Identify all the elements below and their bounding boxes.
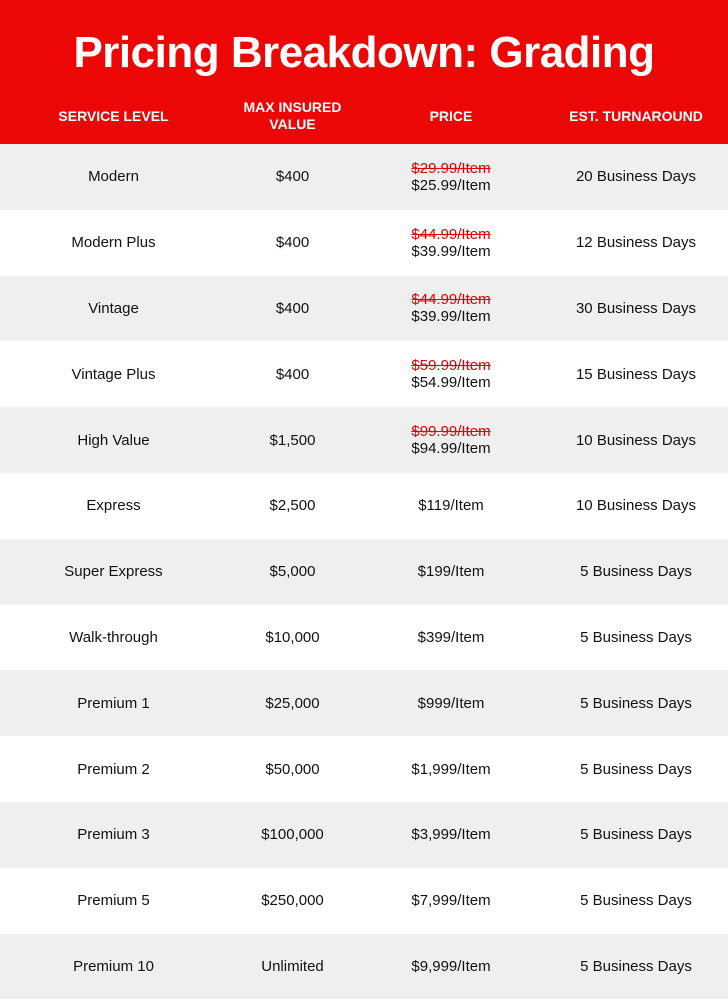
- price-cell: [358, 761, 544, 778]
- current-price: $1,999/Item: [411, 760, 491, 778]
- table-row: [0, 210, 728, 276]
- max-insured-value-cell: $5,000: [269, 563, 316, 581]
- service-level-cell: Premium 5: [77, 892, 150, 910]
- table-row: [0, 802, 728, 868]
- table-row: [0, 473, 728, 539]
- column-header-price: PRICE: [429, 107, 473, 124]
- service-level-cell: High Value: [77, 431, 150, 449]
- table-row: [0, 736, 728, 802]
- price-cell: [358, 826, 544, 843]
- header-banner: [0, 0, 728, 144]
- max-insured-value-cell: $400: [275, 234, 310, 252]
- table-row: [0, 539, 728, 605]
- max-insured-value-cell: $400: [275, 168, 310, 186]
- current-price: $94.99/Item: [411, 440, 491, 458]
- price-cell: [358, 357, 544, 391]
- column-header-service-level: SERVICE LEVEL: [58, 107, 169, 124]
- turnaround-cell: 5 Business Days: [580, 694, 692, 712]
- table-row: [0, 670, 728, 736]
- turnaround-cell: 5 Business Days: [580, 760, 692, 778]
- current-price: $39.99/Item: [411, 308, 491, 326]
- price-cell: [358, 629, 544, 646]
- max-insured-value-cell: $1,500: [269, 431, 316, 449]
- max-insured-value-cell: $400: [275, 299, 310, 317]
- turnaround-cell: 12 Business Days: [575, 234, 697, 252]
- price-cell: [358, 497, 544, 514]
- price-cell: [358, 958, 544, 975]
- current-price: $9,999/Item: [411, 957, 491, 975]
- service-level-cell: Walk-through: [69, 628, 158, 646]
- current-price: $399/Item: [417, 628, 485, 646]
- turnaround-cell: 10 Business Days: [575, 431, 697, 449]
- max-insured-value-cell: $50,000: [265, 760, 320, 778]
- max-insured-value-cell: $2,500: [269, 497, 316, 515]
- price-cell: [358, 423, 544, 457]
- turnaround-cell: 5 Business Days: [580, 628, 692, 646]
- table-row: [0, 934, 728, 1000]
- table-row: [0, 276, 728, 342]
- original-price: $44.99/Item: [411, 291, 491, 309]
- service-level-cell: Premium 3: [77, 826, 150, 844]
- current-price: $3,999/Item: [411, 826, 491, 844]
- table-row: [0, 407, 728, 473]
- max-insured-value-cell: $25,000: [265, 694, 320, 712]
- table-row: [0, 868, 728, 934]
- turnaround-cell: 5 Business Days: [580, 826, 692, 844]
- original-price: $29.99/Item: [411, 159, 491, 177]
- max-insured-value-cell: $250,000: [261, 892, 324, 910]
- original-price: $44.99/Item: [411, 225, 491, 243]
- turnaround-cell: 30 Business Days: [575, 299, 697, 317]
- service-level-cell: Vintage: [88, 299, 139, 317]
- table-header-row: [0, 96, 728, 136]
- max-insured-value-cell: $400: [275, 365, 310, 383]
- current-price: $39.99/Item: [411, 242, 491, 260]
- column-header-est-turnaround: EST. TURNAROUND: [569, 107, 703, 124]
- max-insured-value-cell: $100,000: [261, 826, 324, 844]
- current-price: $54.99/Item: [411, 374, 491, 392]
- service-level-cell: Premium 1: [77, 694, 150, 712]
- price-cell: [358, 226, 544, 260]
- current-price: $119/Item: [418, 497, 484, 515]
- service-level-cell: Modern: [88, 168, 139, 186]
- table-row: [0, 341, 728, 407]
- price-cell: [358, 695, 544, 712]
- service-level-cell: Premium 2: [77, 760, 150, 778]
- max-insured-value-cell: Unlimited: [261, 957, 324, 975]
- turnaround-cell: 5 Business Days: [580, 957, 692, 975]
- service-level-cell: Vintage Plus: [71, 365, 156, 383]
- service-level-cell: Premium 10: [73, 957, 154, 975]
- service-level-cell: Super Express: [64, 563, 163, 581]
- service-level-cell: Modern Plus: [71, 234, 156, 252]
- turnaround-cell: 5 Business Days: [580, 563, 692, 581]
- price-cell: [358, 160, 544, 194]
- price-cell: [358, 291, 544, 325]
- pricing-table-body: [0, 144, 728, 999]
- turnaround-cell: 15 Business Days: [575, 365, 697, 383]
- page-title: Pricing Breakdown: Grading: [73, 28, 655, 77]
- current-price: $199/Item: [417, 563, 485, 581]
- turnaround-cell: 5 Business Days: [580, 892, 692, 910]
- turnaround-cell: 10 Business Days: [575, 497, 697, 515]
- table-row: [0, 605, 728, 671]
- table-row: [0, 144, 728, 210]
- turnaround-cell: 20 Business Days: [575, 168, 697, 186]
- max-insured-value-cell: $10,000: [265, 628, 320, 646]
- current-price: $25.99/Item: [411, 176, 491, 194]
- current-price: $999/Item: [417, 694, 485, 712]
- price-cell: [358, 892, 544, 909]
- service-level-cell: Express: [86, 497, 141, 515]
- current-price: $7,999/Item: [411, 892, 491, 910]
- price-cell: [358, 563, 544, 580]
- original-price: $99.99/Item: [411, 423, 491, 441]
- original-price: $59.99/Item: [411, 357, 491, 375]
- column-header-max-insured-value: MAX INSURED VALUE: [243, 99, 342, 132]
